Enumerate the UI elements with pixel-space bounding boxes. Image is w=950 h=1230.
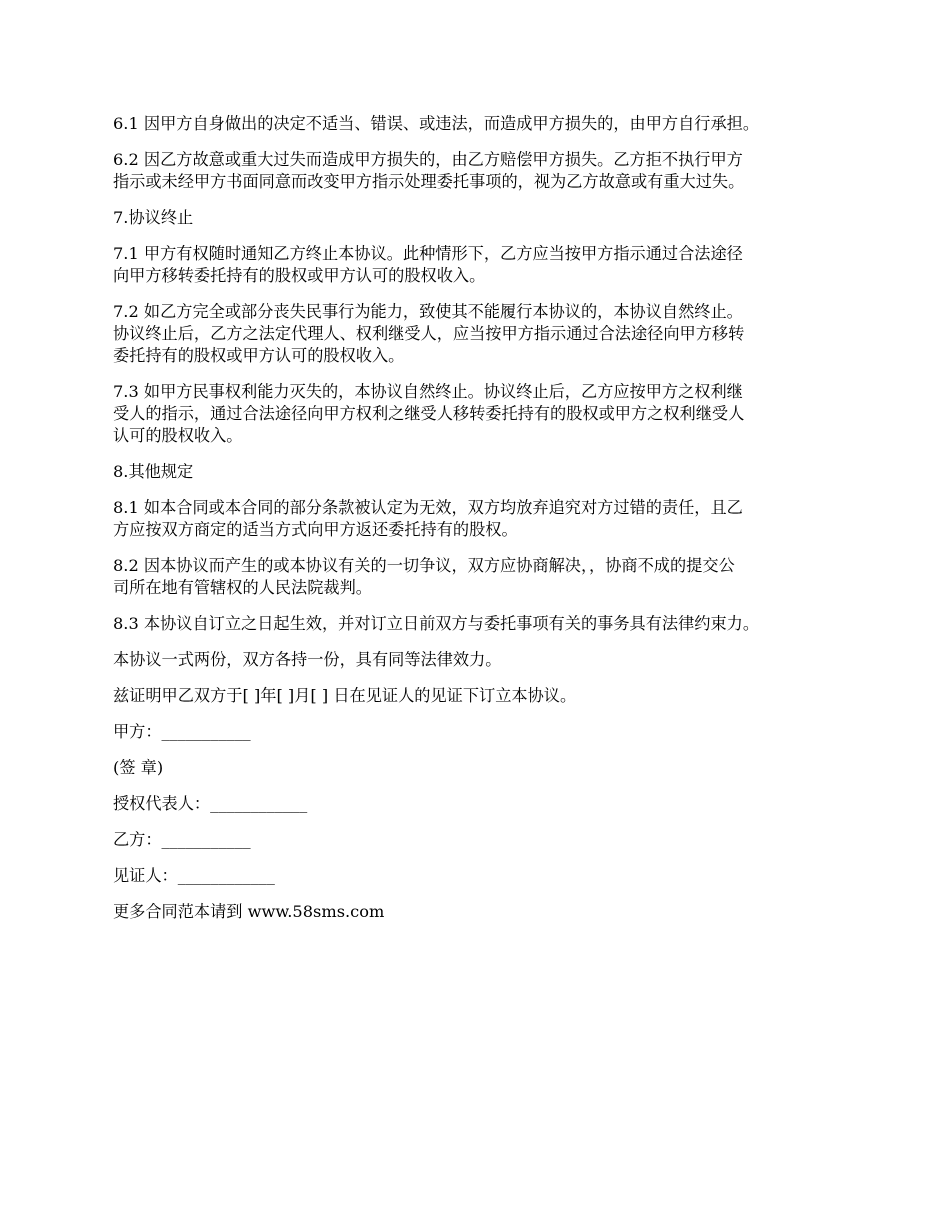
clause-8-1 (113, 497, 843, 541)
document-body (113, 113, 843, 937)
text-line: 指示或未经甲方书面同意而改变甲方指示处理委托事项的，视为乙方故意或有重大过失。 (113, 172, 745, 191)
text-line: 8.3 本协议自订立之日起生效，并对订立日前双方与委托事项有关的事务具有法律约束力。 (113, 614, 760, 633)
witness-signature (113, 865, 843, 887)
signature-line: 甲方：___________ (113, 722, 251, 741)
text-line: 向甲方移转委托持有的股权或甲方认可的股权收入。 (113, 266, 486, 285)
text-line: 7.1 甲方有权随时通知乙方终止本协议。此种情形下，乙方应当按甲方指示通过合法途径 (113, 244, 743, 263)
text-line: 协议终止后，乙方之法定代理人、权利继受人，应当按甲方指示通过合法途径向甲方移转 (113, 324, 745, 343)
text-line: 更多合同范本请到 www.58sms.com (113, 902, 385, 921)
witness-statement (113, 685, 843, 707)
signature-line: 见证人：____________ (113, 866, 275, 885)
authorized-rep-signature (113, 793, 843, 815)
signature-line: 乙方：___________ (113, 830, 251, 849)
clause-6-1 (113, 113, 843, 135)
text-line: 受人的指示，通过合法途径向甲方权利之继受人移转委托持有的股权或甲方之权利继受人 (113, 404, 745, 423)
text-line: 委托持有的股权或甲方认可的股权收入。 (113, 346, 405, 365)
text-line: 司所在地有管辖权的人民法院裁判。 (113, 578, 372, 597)
signature-line: 授权代表人：____________ (113, 794, 308, 813)
section-8-heading (113, 461, 843, 483)
seal-line (113, 757, 843, 779)
party-b-signature (113, 829, 843, 851)
text-line: 7.3 如甲方民事权利能力灭失的，本协议自然终止。协议终止后，乙方应按甲方之权利继 (113, 382, 743, 401)
clause-6-2 (113, 149, 843, 193)
section-heading-text: 7.协议终止 (113, 208, 194, 227)
text-line: 8.1 如本合同或本合同的部分条款被认定为无效，双方均放弃追究对方过错的责任，且乙 (113, 498, 743, 517)
section-7-heading (113, 207, 843, 229)
text-line: 8.2 因本协议而产生的或本协议有关的一切争议，双方应协商解决，，协商不成的提交公 (113, 556, 735, 575)
text-line: 7.2 如乙方完全或部分丧失民事行为能力，致使其不能履行本协议的，本协议自然终止。 (113, 302, 743, 321)
text-line: 6.1 因甲方自身做出的决定不适当、错误、或违法，而造成甲方损失的，由甲方自行承担。 (113, 114, 760, 133)
text-line: 6.2 因乙方故意或重大过失而造成甲方损失的，由乙方赔偿甲方损失。乙方拒不执行甲方 (113, 150, 743, 169)
text-line: (签 章) (113, 758, 164, 777)
clause-7-3 (113, 381, 843, 447)
more-templates-note (113, 901, 843, 923)
text-line: 方应按双方商定的适当方式向甲方返还委托持有的股权。 (113, 520, 518, 539)
clause-7-1 (113, 243, 843, 287)
section-heading-text: 8.其他规定 (113, 462, 194, 481)
party-a-signature (113, 721, 843, 743)
copies-statement (113, 649, 843, 671)
clause-8-3 (113, 613, 843, 635)
text-line: 兹证明甲乙双方于[ ]年[ ]月[ ] 日在见证人的见证下订立本协议。 (113, 686, 577, 705)
text-line: 认可的股权收入。 (113, 426, 243, 445)
text-line: 本协议一式两份，双方各持一份，具有同等法律效力。 (113, 650, 502, 669)
clause-8-2 (113, 555, 843, 599)
clause-7-2 (113, 301, 843, 367)
